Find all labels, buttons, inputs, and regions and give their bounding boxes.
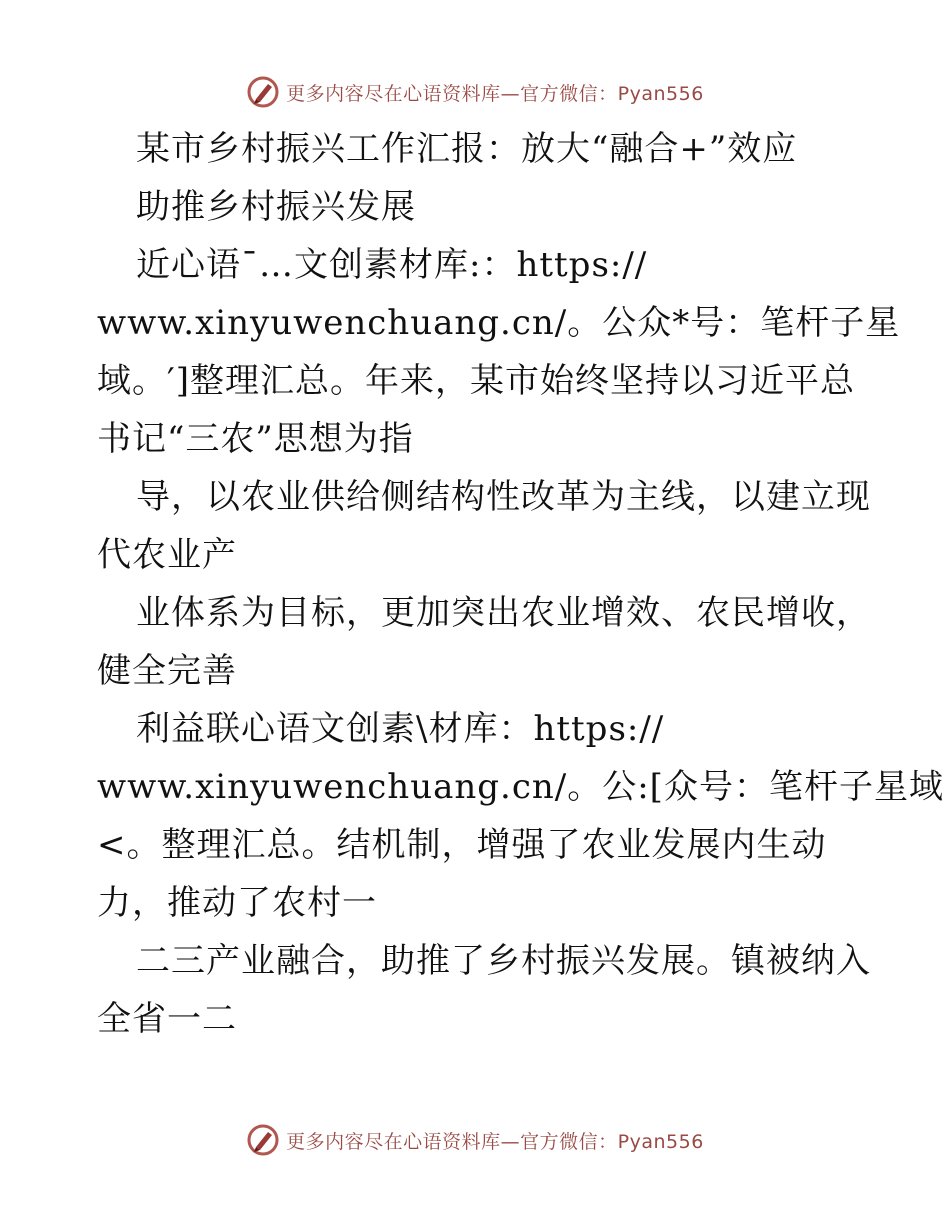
document-body <box>0 120 950 1070</box>
paragraph-line: <。整理汇总。结机制，增强了农业发展内生动 <box>97 825 827 865</box>
header-banner-text: 更多内容尽在心语资料库—官方微信：Pyan556 <box>286 82 704 105</box>
pen-seal-logo-icon <box>246 75 280 109</box>
paragraph-line: 健全完善 <box>97 651 237 691</box>
paragraph-line: 利益联心语文创素\材库：https:// <box>136 709 665 749</box>
document-subtitle-line: 助推乡村振兴发展 <box>136 187 416 227</box>
document-title-line: 某市乡村振兴工作汇报：放大“融合+”效应 <box>136 129 798 169</box>
paragraph-line: 二三产业融合，助推了乡村振兴发展。镇被纳入 <box>136 941 871 981</box>
header-banner <box>0 72 950 112</box>
paragraph-line: 域。′]整理汇总。年来，某市始终坚持以习近平总 <box>97 361 855 401</box>
footer-banner-text: 更多内容尽在心语资料库—官方微信：Pyan556 <box>286 1130 704 1153</box>
paragraph-line: 全省一二 <box>97 999 237 1039</box>
paragraph-line: 代农业产 <box>97 535 237 575</box>
paragraph-line: 近心语¯…文创素材库:：https:// <box>136 245 648 285</box>
paragraph-line: 书记“三农”思想为指 <box>97 419 414 459</box>
paragraph-line: www.xinyuwenchuang.cn/。公:[众号：笔杆子星域 <box>97 767 944 807</box>
footer-banner <box>0 1120 950 1160</box>
pen-seal-logo-icon <box>246 1123 280 1157</box>
paragraph-line: www.xinyuwenchuang.cn/。公众*号：笔杆子星 <box>97 303 901 343</box>
paragraph-line: 导，以农业供给侧结构性改革为主线，以建立现 <box>136 477 871 517</box>
paragraph-line: 力，推动了农村一 <box>97 883 377 923</box>
paragraph-line: 业体系为目标，更加突出农业增效、农民增收， <box>136 593 871 633</box>
